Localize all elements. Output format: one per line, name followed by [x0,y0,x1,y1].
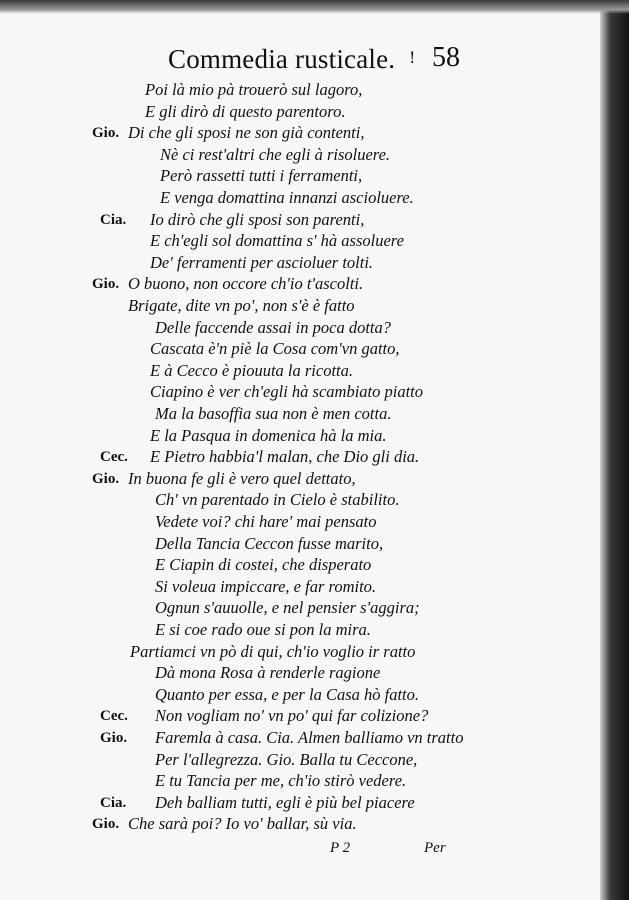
speaker-label: Cec. [100,449,128,466]
speaker-label: Gio. [92,816,120,833]
verse-line: E si coe rado oue si pon la mira. [155,620,371,639]
top-edge-shadow [0,0,629,14]
speaker-label: Gio. [92,125,120,142]
verse-line: E Pietro habbia'l malan, che Dio gli dia. [150,447,420,467]
page-number: 58 [432,42,460,73]
verse-line: E venga domattina innanzi ascioluere. [160,188,414,207]
verse-line: E tu Tancia per me, ch'io stirò vedere. [155,771,407,791]
verse-line: De' ferramenti per ascioluer tolti. [150,252,374,272]
verse-line: Ma la basoffia sua non è men cotta. [155,404,392,423]
speaker-label: Cia. [100,211,127,228]
speaker-label: Cia. [100,794,127,811]
verse-line: Delle faccende assai in poca dotta? [155,317,391,337]
verse-line: Faremla à casa. Cia. Almen balliamo vn tratto [155,728,464,747]
verse-line: Quanto per essa, e per la Casa hò fatto. [155,684,419,704]
verse-line: Cascata è'n piè la Cosa com'vn gatto, [150,339,400,359]
verse-line: E ch'egli sol domattina s' hà assoluere [150,231,404,251]
verse-line: Vedete voi? chi hare' mai pensato [155,512,377,531]
verse-line: Nè ci rest'altri che egli à risoluere. [160,144,391,164]
verse-line: E la Pasqua in domenica hà la mia. [150,425,387,445]
running-title: Commedia rusticale. [168,44,396,74]
verse-line: Io dirò che gli sposi son parenti, [150,209,365,229]
verse-line: In buona fe gli è vero quel dettato, [128,468,356,488]
verse-line: E gli dirò di questo parentoro. [145,101,346,121]
signature-mark: P 2 [330,840,351,856]
verse-line: Per l'allegrezza. Gio. Balla tu Ceccone, [155,749,418,769]
verse-line: Poi là mio pà trouerò sul lagoro, [145,80,363,99]
verse-line: Dà mona Rosa à renderle ragione [155,663,381,683]
verse-line: E à Cecco è piouuta la ricotta. [150,360,354,380]
verse-line: Brigate, dite vn po', non s'è è fatto [128,296,355,315]
speaker-label: Gio. [92,470,120,487]
verse-line: O buono, non occore ch'io t'ascolti. [128,274,364,294]
catchword: Per [424,840,446,856]
page-edge-shadow [600,0,629,900]
running-header [0,44,600,76]
verse-line: Partiamci vn pò di qui, ch'io voglio ir ratto [130,641,416,661]
speaker-label: Gio. [92,276,120,293]
verse-line: Però rassetti tutti i ferramenti, [160,166,363,186]
verse-line: Deh balliam tutti, egli è più bel piacere [155,792,415,812]
header-mark: ! [409,48,416,67]
verse-line: Si voleua impiccare, e far romito. [155,576,377,596]
verse-line: Ch' vn parentado in Cielo è stabilito. [155,490,400,510]
speaker-label: Cec. [100,708,128,725]
verse-line: Di che gli sposi ne son già contenti, [128,123,365,143]
verse-line: Ognun s'auuolle, e nel pensier s'aggira; [155,598,420,618]
verse-line: Della Tancia Ceccon fusse marito, [155,533,384,553]
verse-line: Che sarà poi? Io vo' ballar, sù via. [128,814,357,834]
verse-line: E Ciapin di costei, che disperato [155,555,372,575]
verse-line: Ciapino è ver ch'egli hà scambiato piatto [150,382,423,402]
speaker-label: Gio. [100,730,128,746]
verse-line: Non vogliam no' vn po' qui far colizione? [155,706,429,726]
